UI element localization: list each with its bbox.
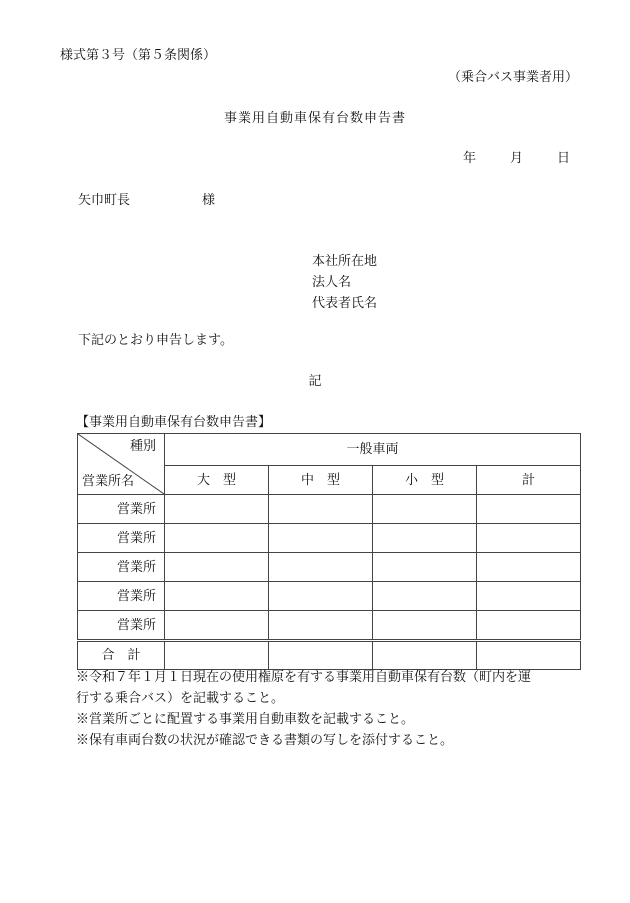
total-large[interactable] — [165, 641, 269, 670]
office-name-label: 営業所名 — [82, 474, 135, 489]
cell-large[interactable] — [165, 495, 269, 524]
type-label: 種別 — [129, 439, 156, 454]
cell-total[interactable] — [477, 524, 581, 553]
date-month: 月 — [509, 151, 523, 166]
applicant-type: （乗合バス事業者用） — [447, 70, 578, 85]
table-row — [78, 582, 581, 611]
table-header-row — [78, 434, 581, 466]
office-label: 営業所 — [78, 611, 165, 641]
table-row — [78, 553, 581, 582]
representative-label: 代表者氏名 — [312, 296, 378, 311]
cell-small[interactable] — [373, 553, 477, 582]
total-total[interactable] — [477, 641, 581, 670]
diagonal-header-cell — [78, 434, 165, 495]
office-label: 営業所 — [78, 524, 165, 553]
total-row — [78, 641, 581, 670]
table-row — [78, 611, 581, 641]
addressee — [78, 194, 215, 207]
addressee-honorific: 様 — [202, 193, 216, 208]
general-vehicle-header: 一般車両 — [165, 434, 581, 466]
col-large: 大 型 — [165, 466, 269, 495]
applicant-info — [312, 255, 377, 318]
cell-large[interactable] — [165, 524, 269, 553]
cell-small[interactable] — [373, 611, 477, 641]
cell-small[interactable] — [373, 495, 477, 524]
date-year: 年 — [462, 151, 476, 166]
office-label: 営業所 — [78, 495, 165, 524]
note-line: ※保有車両台数の状況が確認できる書類の写しを添付すること。 — [76, 733, 454, 748]
col-medium: 中 型 — [269, 466, 373, 495]
cell-medium[interactable] — [269, 582, 373, 611]
cell-large[interactable] — [165, 553, 269, 582]
office-label: 営業所 — [78, 582, 165, 611]
col-total: 計 — [477, 466, 581, 495]
cell-small[interactable] — [373, 524, 477, 553]
date-row — [463, 152, 570, 165]
cell-medium[interactable] — [269, 611, 373, 641]
table-caption: 【事業用自動車保有台数申告書】 — [76, 415, 272, 430]
cell-medium[interactable] — [269, 524, 373, 553]
cell-large[interactable] — [165, 582, 269, 611]
office-label: 営業所 — [78, 553, 165, 582]
cell-medium[interactable] — [269, 553, 373, 582]
table-row — [78, 524, 581, 553]
note-line: ※令和７年１月１日現在の使用権原を有する事業用自動車保有台数（町内を運 — [76, 670, 532, 685]
cell-total[interactable] — [477, 582, 581, 611]
total-medium[interactable] — [269, 641, 373, 670]
addressee-name: 矢巾町長 — [78, 193, 131, 208]
date-day: 日 — [556, 151, 570, 166]
note-line: ※営業所ごとに配置する事業用自動車数を記載すること。 — [76, 712, 415, 727]
col-small: 小 型 — [373, 466, 477, 495]
notes — [76, 671, 531, 755]
table-row — [78, 495, 581, 524]
cell-total[interactable] — [477, 611, 581, 641]
cell-total[interactable] — [477, 495, 581, 524]
vehicle-count-table — [77, 433, 581, 670]
form-number: 様式第３号（第５条関係） — [60, 48, 217, 63]
note-line: 行する乗合バス）を記載すること。 — [76, 691, 285, 706]
total-label: 合 計 — [78, 641, 165, 670]
cell-medium[interactable] — [269, 495, 373, 524]
cell-total[interactable] — [477, 553, 581, 582]
corporation-label: 法人名 — [312, 275, 352, 290]
ki-heading: 記 — [308, 374, 322, 389]
address-label: 本社所在地 — [312, 254, 378, 269]
document-title: 事業用自動車保有台数申告書 — [223, 111, 406, 126]
cell-large[interactable] — [165, 611, 269, 641]
intro-text: 下記のとおり申告します。 — [78, 333, 233, 348]
total-small[interactable] — [373, 641, 477, 670]
cell-small[interactable] — [373, 582, 477, 611]
